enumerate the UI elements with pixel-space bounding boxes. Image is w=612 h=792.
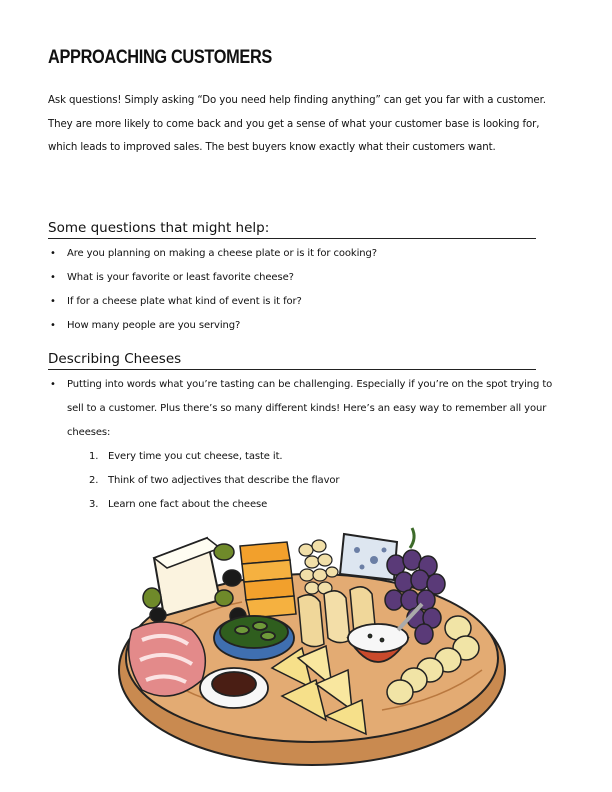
step-item: 3. Learn one fact about the cheese: [89, 499, 268, 510]
questions-heading: Some questions that might help:: [48, 219, 536, 239]
describing-list: [48, 373, 553, 444]
pickles-bowl-shape: [214, 616, 294, 660]
questions-list: [48, 242, 548, 338]
list-item: • Are you planning on making a cheese plate or is it for cooking?: [48, 242, 548, 266]
page-title: APPROACHING CUSTOMERS: [48, 47, 272, 68]
cheddar-slices-shape: [240, 542, 296, 618]
bullet-icon: •: [50, 248, 56, 259]
intro-paragraph: Ask questions! Simply asking “Do you need help finding anything” can get you far with a customer. They are more likely to come back and you get a sense of what your customer base is looking for, which leads to improved sales. The best buyers know exactly what their customers want.: [48, 95, 546, 153]
list-item: • Putting into words what you’re tasting can be challenging. Especially if you’re on the spot trying to sell to a customer. Plus there’s so many different kinds! Here’s an easy way to remember all your cheeses:: [48, 373, 553, 444]
describing-heading: Describing Cheeses: [48, 350, 536, 370]
cheese-board-illustration: [112, 520, 512, 780]
bullet-icon: •: [50, 379, 56, 390]
jam-bowl-shape: [200, 668, 268, 708]
step-item: 2. Think of two adjectives that describe the flavor: [89, 475, 340, 486]
step-item: 1. Every time you cut cheese, taste it.: [89, 451, 283, 462]
bullet-icon: •: [50, 272, 56, 283]
cheese-board-icon: [112, 520, 512, 780]
blue-cheese-shape: [340, 534, 397, 580]
nuts-shape: [299, 540, 338, 594]
list-item: • If for a cheese plate what kind of event is it for?: [48, 290, 548, 314]
prosciutto-shape: [129, 622, 206, 696]
list-item: • How many people are you serving?: [48, 314, 548, 338]
steps-list: [89, 445, 339, 517]
bullet-icon: •: [50, 296, 56, 307]
bullet-icon: •: [50, 320, 56, 331]
list-item: • What is your favorite or least favorite cheese?: [48, 266, 548, 290]
